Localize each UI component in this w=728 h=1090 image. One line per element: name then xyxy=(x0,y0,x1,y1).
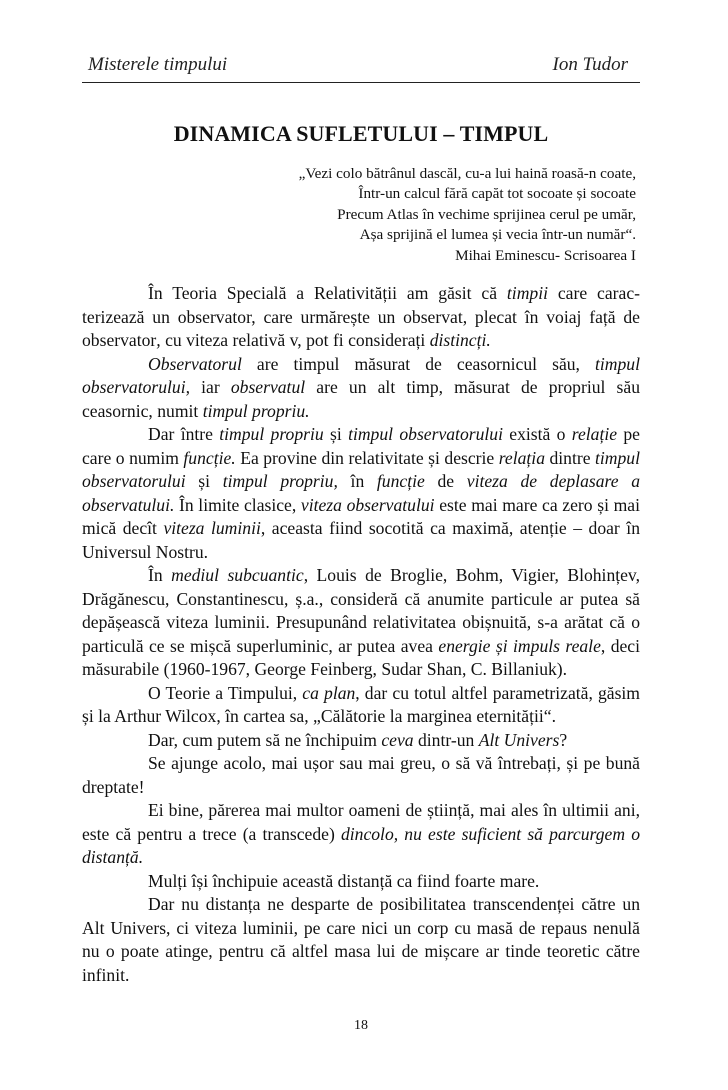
text-run: Dar între xyxy=(148,424,220,444)
paragraph xyxy=(82,729,640,753)
paragraph xyxy=(82,282,640,353)
italic-text: timpul observatorului xyxy=(82,447,640,491)
header-divider xyxy=(82,82,640,83)
italic-text: ca plan xyxy=(302,682,356,703)
text-run: În Teoria Specială a Relativității am găsit că xyxy=(148,283,507,303)
paragraph xyxy=(82,893,640,987)
text-run: și xyxy=(185,471,223,491)
text-run: Dar nu distanța ne desparte de posibilitatea transcendenței către un Alt Univers, ci viteza luminii, pe care nici un corp cu masă de repaus nenulă nu o poate atinge, pentru că altfel masa lui de mișcare ar tinde teoretic către infinit. xyxy=(82,894,640,985)
text-run: are un alt timp, măsurat de propriul său ceasornic, numit xyxy=(82,377,640,421)
epigraph xyxy=(150,164,636,266)
italic-text: relație xyxy=(571,424,618,444)
text-run: , dar cu totul altfel parametrizată, găsim și la Arthur Wilcox, în cartea sa, „Călătorie la marginea eternității“. xyxy=(82,682,640,726)
italic-text: timpul propriu. xyxy=(202,400,310,421)
italic-text: mediul subcuantic xyxy=(171,565,304,585)
epigraph-line: Într-un calcul fără capăt tot socoate și socoate xyxy=(358,185,636,203)
text-run: dintre xyxy=(545,447,596,468)
italic-text: relația xyxy=(498,447,545,468)
text-run: care carac-terizează un observator, care urmărește un observat, plecat în voiaj față de observator xyxy=(82,283,640,350)
text-run: pe care o numim xyxy=(82,424,640,468)
epigraph-line: „Vezi colo bătrânul dascăl, cu-a lui haină roasă-n coate, xyxy=(298,165,636,182)
epigraph-attribution: Mihai Eminescu- Scrisoarea I xyxy=(455,246,636,264)
italic-text: distincți. xyxy=(429,330,491,350)
text-run: dintr-un xyxy=(413,729,479,750)
italic-text: ceva xyxy=(381,729,414,750)
italic-text: energie și impuls reale xyxy=(438,635,601,656)
text-run: iar xyxy=(190,377,231,397)
text-run: , deci măsurabile (1960-1967, George Feinberg, Sudar Shan, C. Billaniuk). xyxy=(82,635,641,679)
text-run: Dar, cum putem să ne închipuim xyxy=(148,729,382,750)
italic-text: dincolo, nu este suficient să parcurgem o distanță. xyxy=(82,823,640,867)
text-run: Se ajunge acolo, mai ușor sau mai greu, o să vă întrebați, și pe bună dreptate! xyxy=(82,753,640,797)
italic-text: timpul observatorului xyxy=(348,424,503,444)
text-run: cu viteza relativă v, pot fi considerați xyxy=(160,330,430,350)
paragraph xyxy=(82,423,640,564)
text-run: există o xyxy=(502,424,572,444)
italic-text: funcție. xyxy=(183,447,236,468)
text-run: Ea provine din relativitate și descrie xyxy=(235,447,499,468)
italic-text: timpul observatorului, xyxy=(82,353,640,397)
text-run: , Louis de Broglie, Bohm, Vigier, Blohințev, Drăgănescu, Constantinescu, ș.a., consideră că anumite particule ar putea să depășească viteza luminii. Presupunând relativitatea obișnuită, s-a arătat că o particulă ce se mișcă superluminic, ar putea avea xyxy=(82,565,640,656)
text-run: ? xyxy=(559,729,568,750)
body-text xyxy=(82,282,640,987)
epigraph-line: Precum Atlas în vechime sprijinea cerul pe umăr, xyxy=(337,205,636,223)
chapter-title: DINAMICA SUFLETULUI – TIMPUL xyxy=(173,121,549,146)
paragraph xyxy=(82,799,640,870)
italic-text: timpii xyxy=(506,283,548,303)
italic-text: observatul xyxy=(230,377,306,397)
running-header xyxy=(88,52,628,78)
paragraph xyxy=(82,564,640,682)
text-run: În xyxy=(148,565,172,585)
italic-text: viteza luminii xyxy=(163,518,261,538)
italic-text: viteza observatului xyxy=(300,494,435,515)
text-run: are timpul măsurat de ceasornicul său, xyxy=(241,353,596,374)
paragraph xyxy=(82,353,640,424)
paragraph xyxy=(82,870,640,894)
italic-text: timpul propriu xyxy=(219,424,324,444)
italic-text: funcție xyxy=(376,471,425,491)
italic-text: , xyxy=(156,330,161,350)
italic-text: viteza de deplasare a observatului. xyxy=(82,471,640,515)
paragraph xyxy=(82,752,640,799)
text-run: este mai mare ca zero și mai mică decît xyxy=(82,494,640,538)
italic-text: Alt Univers xyxy=(478,729,560,750)
header-book-title: Misterele timpului xyxy=(88,54,228,75)
text-run: Mulți își închipuie această distanță ca fiind foarte mare. xyxy=(148,870,540,891)
text-run: O Teorie a Timpului, xyxy=(148,682,303,703)
text-run: În limite clasice, xyxy=(174,494,301,515)
paragraph xyxy=(82,682,640,729)
text-run: , aceasta fiind socotită ca maximă, atenție – doar în Universul Nostru. xyxy=(82,518,640,562)
text-run: și xyxy=(323,424,349,444)
text-run: Ei bine, părerea mai multor oameni de știință, mai ales în ultimii ani, este că pentru a trece (a transcede) xyxy=(82,800,640,844)
epigraph-line: Așa sprijină el lumea și vecia într-un număr“. xyxy=(359,226,636,244)
italic-text: timpul propriu, xyxy=(222,471,338,491)
header-author: Ion Tudor xyxy=(552,54,628,75)
italic-text: Observatorul xyxy=(148,353,242,374)
page-number: 18 xyxy=(354,1018,368,1033)
text-run: de xyxy=(424,471,467,491)
text-run: în xyxy=(337,471,377,491)
